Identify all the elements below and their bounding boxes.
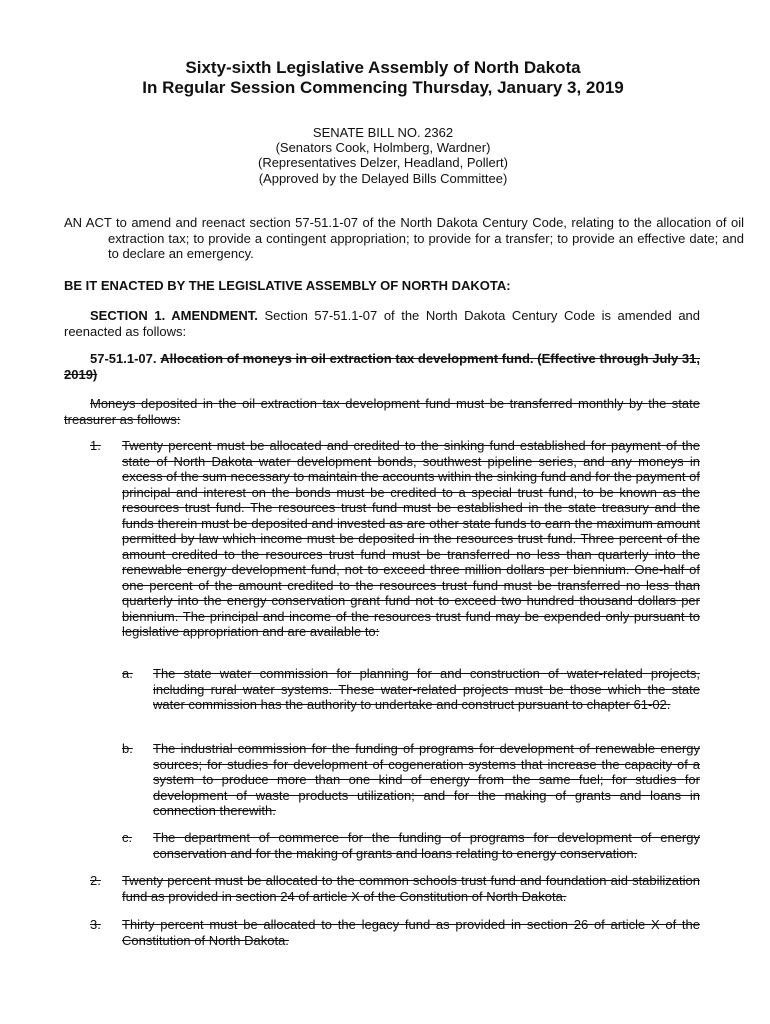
- item-3-text: Thirty percent must be allocated to the legacy fund as provided in section 26 of article X of the Constitution of North Dakota.: [122, 917, 700, 948]
- subitem-b-letter: b.: [122, 741, 133, 756]
- item-1-number: 1.: [90, 438, 101, 453]
- assembly-title: Sixty-sixth Legislative Assembly of North Dakota: [185, 58, 581, 77]
- bill-senators: (Senators Cook, Holmberg, Wardner): [275, 140, 491, 155]
- subitem-a-text: The state water commission for planning for and construction of water-related projects, including rural water systems. These water-related projects must be those which the state water commission has the authority to undertake and construct pursuant to chapter 61-02.: [153, 666, 700, 712]
- section-1: [64, 308, 700, 339]
- section-1-heading: SECTION 1. AMENDMENT.: [90, 308, 258, 323]
- enacting-clause: BE IT ENACTED BY THE LEGISLATIVE ASSEMBLY OF NORTH DAKOTA:: [64, 278, 511, 293]
- subitem-a-letter: a.: [122, 666, 133, 681]
- item-2-number: 2.: [90, 873, 101, 888]
- item-3-number: 3.: [90, 917, 101, 932]
- subitem-c-text: The department of commerce for the funding of programs for development of energy conservation and for the making of grants and loans relating to energy conservation.: [153, 830, 700, 861]
- act-title: AN ACT to amend and reenact section 57-51.1-07 of the North Dakota Century Code, relating to the allocation of oil extraction tax; to provide a contingent appropriation; to provide for a transfer; to provide an effective date; and to declare an emergency.: [64, 215, 744, 261]
- subitem-c-letter: c.: [122, 830, 133, 845]
- statute-title: Allocation of moneys in oil extraction tax development fund. (Effective through July 31, 2019): [64, 351, 700, 382]
- statute-heading: [64, 351, 700, 382]
- item-2-text: Twenty percent must be allocated to the common schools trust fund and foundation aid stabilization fund as provided in section 24 of article X of the Constitution of North Dakota.: [122, 873, 700, 904]
- section-1-text: Section 57-51.1-07 of the North Dakota Century Code is amended and reenacted as follows:: [64, 308, 701, 339]
- session-title: In Regular Session Commencing Thursday, January 3, 2019: [142, 78, 624, 97]
- bill-number: SENATE BILL NO. 2362: [312, 125, 454, 140]
- statute-number: 57-51.1-07.: [90, 351, 157, 366]
- bill-representatives: (Representatives Delzer, Headland, Pollert): [257, 155, 508, 170]
- bill-approval: (Approved by the Delayed Bills Committee): [258, 171, 508, 186]
- subitem-b-text: The industrial commission for the funding of programs for development of renewable energy sources; for studies for development of cogeneration systems that increase the capacity of a system to produce more than one kind of energy from the same fuel; for studies for development of waste products utilization; and for the making of grants and loans in connection therewith.: [153, 741, 700, 818]
- item-1-text: Twenty percent must be allocated and credited to the sinking fund established for payment of the state of North Dakota water development bonds, southwest pipeline series, and any moneys in excess of the sum necessary to maintain the accounts within the sinking fund and for the payment of principal and interest on the bonds must be credited to a special trust fund, to be known as the resources trust fund. The resources trust fund must be established in the state treasury and the funds therein must be deposited and invested as are other state funds to earn the maximum amount permitted by law which income must be deposited in the resources trust fund. Three percent of the amount credited to the resources trust fund must be transferred no less than quarterly into the renewable energy development fund, not to exceed three million dollars per biennium. One-half of one percent of the amount credited to the resources trust fund must be transferred no less than quarterly into the energy conservation grant fund not to exceed two hundred thousand dollars per biennium. The principal and income of the resources trust fund may be expended only pursuant to legislative appropriation and are available to:: [122, 438, 700, 639]
- intro-paragraph: Moneys deposited in the oil extraction tax development fund must be transferred monthly by the state treasurer as follows:: [64, 396, 700, 427]
